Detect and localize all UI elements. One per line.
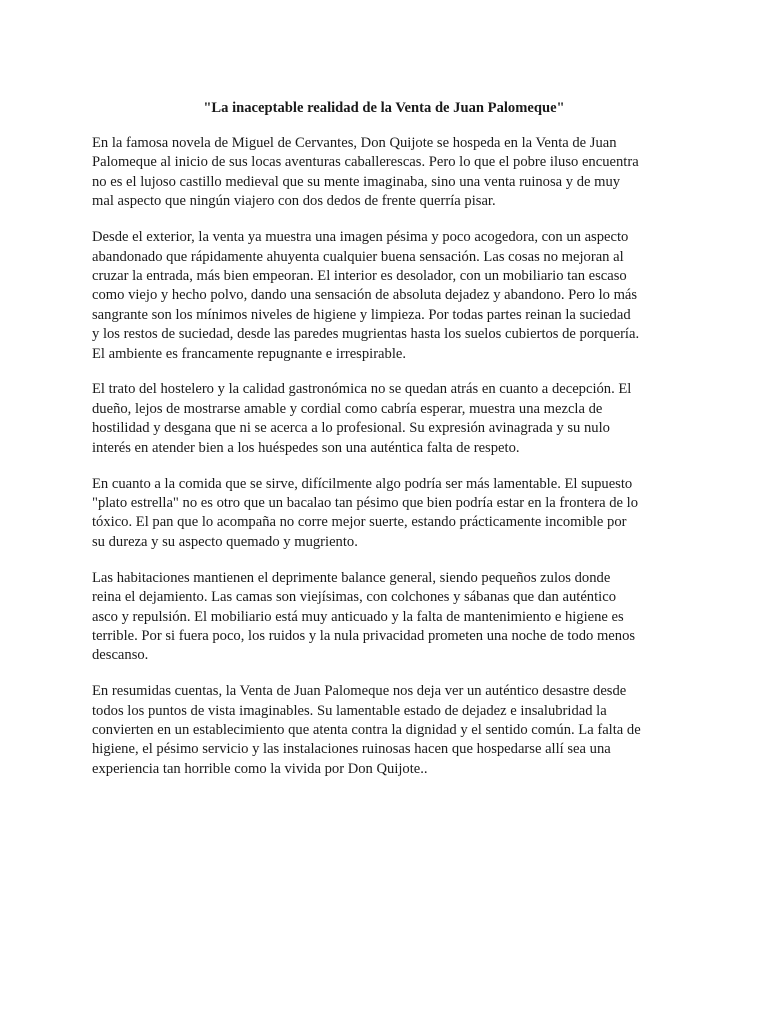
document-title: "La inaceptable realidad de la Venta de Juan Palomeque" — [203, 100, 565, 116]
paragraph-introduction: En la famosa novela de Miguel de Cervantes, Don Quijote se hospeda en la Venta de Juan Palomeque al inicio de sus locas aventuras caballerescas. Pero lo que el pobre iluso encuentra no es el lujoso castillo medieval que su mente imaginaba, sino una venta ruinosa y de muy mal aspecto que ningún viajero con dos dedos de frente querría pisar. — [92, 135, 639, 210]
paragraph-food: En cuanto a la comida que se sirve, difícilmente algo podría ser más lamentable. El supuesto "plato estrella" no es otro que un bacalao tan pésimo que bien podría estar en la frontera de lo tóxico. El pan que lo acompaña no corre mejor suerte, estando prácticamente incomible por su dureza y su aspecto quemado y mugriento. — [92, 475, 639, 550]
paragraph-rooms: Las habitaciones mantienen el deprimente balance general, siendo pequeños zulos donde reina el dejamiento. Las camas son viejísimas, con colchones y sábanas que dan auténtico asco y repulsión. El mobiliario está muy anticuado y la falta de mantenimiento e higiene es terrible. Por si fuera poco, los ruidos y la nula privacidad prometen una noche de todo menos descanso. — [92, 569, 636, 664]
document-body — [92, 99, 676, 796]
paragraph-exterior-interior: Desde el exterior, la venta ya muestra una imagen pésima y poco acogedora, con un aspecto abandonado que rápidamente ahuyenta cualquier buena sensación. Las cosas no mejoran al cruzar la entrada, más bien empeoran. El interior es desolador, con un mobiliario tan escaso como viejo y hecho polvo, dando una sensación de absoluta dejadez y abandono. Pero lo más sangrante son los mínimos niveles de higiene y limpieza. Por todas partes reinan la suciedad y los restos de suciedad, desde las paredes mugrientas hasta los suelos cubiertos de porquería. El ambiente es francamente repugnante e irrespirable. — [92, 229, 640, 362]
paragraph-service: El trato del hostelero y la calidad gastronómica no se quedan atrás en cuanto a decepción. El dueño, lejos de mostrarse amable y cordial como cabría esperar, muestra una mezcla de hostilidad y desgana que ni se acerca a lo profesional. Su expresión avinagrada y su nulo interés en atender bien a los huéspedes son una auténtica falta de respeto. — [92, 381, 632, 456]
paragraph-conclusion: En resumidas cuentas, la Venta de Juan Palomeque nos deja ver un auténtico desastre desde todos los puntos de vista imaginables. Su lamentable estado de dejadez e insalubridad la convierten en un establecimiento que atenta contra la dignidad y el sentido común. La falta de higiene, el pésimo servicio y las instalaciones ruinosas hacen que hospedarse allí sea una experiencia tan horrible como la vivida por Don Quijote.. — [92, 683, 641, 777]
